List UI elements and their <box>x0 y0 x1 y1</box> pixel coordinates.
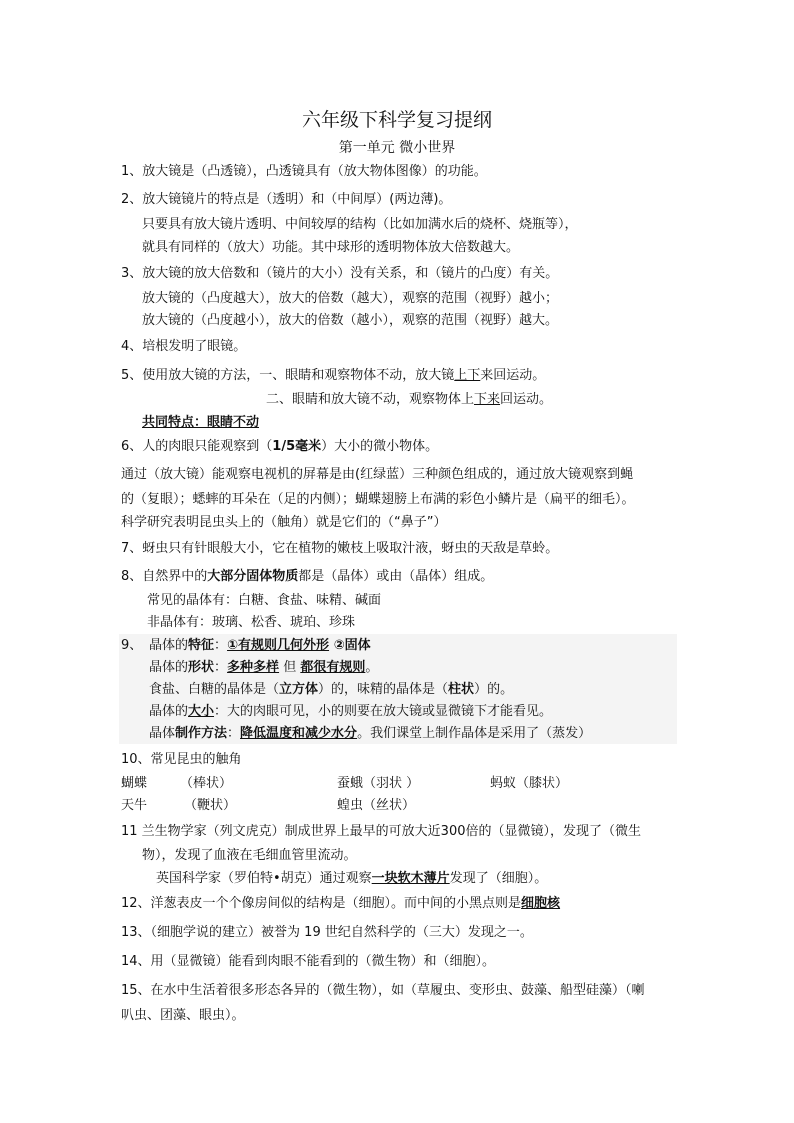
item-7: 7、蚜虫只有针眼般大小，它在植物的嫩枝上吸取汁液，蚜虫的天敌是草蛉。 <box>121 541 559 556</box>
item-9-shape-label: 形状 <box>188 660 215 675</box>
page-title: 六年级下科学复习提纲 <box>301 109 492 131</box>
item-11-l3-a: 英国科学家（罗伯特•胡克）通过观察 <box>156 871 372 886</box>
item-9-number: 9、 <box>121 638 143 653</box>
item-5-text-b: 来回运动。 <box>480 368 546 383</box>
item-9-feature <box>149 637 371 655</box>
item-11-l3-b: 一块软木薄片 <box>371 871 450 886</box>
item-2-detail-b: 就具有同样的（放大）功能。其中球形的透明物体放大倍数越大。 <box>142 240 520 255</box>
item-8-a: 8、自然界中的 <box>121 569 208 584</box>
item-9-shape <box>149 659 378 677</box>
item-5-text-a: 5、使用放大镜的方法，一、眼睛和观察物体不动，放大镜 <box>121 368 455 383</box>
item-8-non-crystals: 非晶体有：玻璃、松香、琥珀、珍珠 <box>147 615 356 630</box>
item-12-b: 细胞核 <box>521 896 561 911</box>
item-6 <box>121 438 438 456</box>
item-5-method-2-underline: 下来 <box>474 392 501 407</box>
item-12-a: 12、洋葱表皮一个个像房间似的结构是（细胞）。而中间的小黑点则是 <box>121 896 522 911</box>
item-8-bold: 大部分固体物质 <box>207 569 299 584</box>
item-9-size-a: 晶体的 <box>149 704 189 719</box>
item-6-bold: 1/5毫米 <box>272 439 322 454</box>
item-11-line-3 <box>156 870 547 888</box>
insect-butterfly-antenna: （棒状） <box>180 776 233 791</box>
item-9-method-b: 降低温度和减少水分 <box>240 726 358 741</box>
item-5 <box>121 367 545 385</box>
item-9-examples <box>149 681 513 699</box>
insect-longhorn: 天牛 <box>121 798 148 813</box>
item-9-shape-c: 但 <box>279 660 301 675</box>
paragraph-line-3: 科学研究表明昆虫头上的（触角）就是它们的（“鼻子”） <box>121 515 447 530</box>
item-9-shape-b: 多种多样 <box>227 660 280 675</box>
item-9-ex-b: 立方体 <box>279 682 319 697</box>
item-15-line-1: 15、在水中生活着很多形态各异的（微生物），如（草履虫、变形虫、鼓藻、船型硅藻）（喇 <box>121 983 645 998</box>
item-8 <box>121 568 493 586</box>
item-4: 4、培根发明了眼镜。 <box>121 339 247 354</box>
item-2-detail-a: 只要具有放大镜片透明、中间较厚的结构（比如加满水后的烧杯、烧瓶等）， <box>142 217 578 232</box>
item-9-feature-2: ②固体 <box>329 638 371 653</box>
item-5-method-2 <box>266 391 552 409</box>
insect-ant: 蚂蚁（膝状） <box>490 776 569 791</box>
item-9-size-label: 大小 <box>188 704 215 719</box>
item-9-shape-colon: ： <box>214 660 228 675</box>
item-9-method <box>149 725 591 743</box>
item-8-c: 都是（晶体）或由（晶体）组成。 <box>298 569 494 584</box>
item-9-shape-e: 。 <box>365 660 379 675</box>
paragraph-line-2: 的（复眼）；蟋蟀的耳朵在（足的内侧）；蝴蝶翅膀上布满的彩色小鳞片是（扁平的细毛）。 <box>121 492 635 507</box>
item-3-detail-b: 放大镜的（凸度越小），放大的倍数（越小），观察的范围（视野）越大。 <box>142 313 559 328</box>
insect-longhorn-antenna: （鞭状） <box>184 798 237 813</box>
item-9-feature-a: 晶体的 <box>149 638 189 653</box>
item-2: 2、放大镜镜片的特点是（透明）和（中间厚）(两边薄)。 <box>121 192 452 207</box>
insect-silkmoth: 蚕蛾（羽状 ） <box>337 776 420 791</box>
unit-heading: 第一单元 微小世界 <box>338 140 456 156</box>
item-8-crystals: 常见的晶体有：白糖、食盐、味精、碱面 <box>147 593 382 608</box>
item-9-feature-1: ①有规则几何外形 <box>227 638 330 653</box>
item-1: 1、放大镜是（凸透镜），凸透镜具有（放大物体图像）的功能。 <box>121 164 487 179</box>
item-13: 13、（细胞学说的建立）被誉为 19 世纪自然科学的（三大）发现之一。 <box>121 925 533 940</box>
item-3: 3、放大镜的放大倍数和（镜片的大小）没有关系，和（镜片的凸度）有关。 <box>121 266 559 281</box>
common-feature: 共同特点：眼睛不动 <box>142 415 260 430</box>
item-11-line-2: 物），发现了血液在毛细血管里流动。 <box>142 848 357 863</box>
item-9-method-a: 晶体 <box>149 726 176 741</box>
item-5-method-2-a: 二、眼睛和放大镜不动，观察物体上 <box>266 392 475 407</box>
item-9-feature-colon: ： <box>214 638 228 653</box>
item-5-underline: 上下 <box>454 368 481 383</box>
item-9-ex-a: 食盐、白糖的晶体是（ <box>149 682 280 697</box>
paragraph-line-1: 通过（放大镜）能观察电视机的屏幕是由(红绿蓝）三种颜色组成的，通过放大镜观察到蝇 <box>121 467 634 482</box>
item-5-method-2-b: 回运动。 <box>500 392 553 407</box>
item-9-size <box>149 703 552 721</box>
item-9-method-colon: ： <box>227 726 241 741</box>
item-9-shape-d: 都很有规则 <box>300 660 366 675</box>
item-9-method-label: 制作方法 <box>175 726 228 741</box>
item-9-method-c: 。我们课堂上制作晶体是采用了（蒸发） <box>357 726 592 741</box>
item-6-a: 6、人的肉眼只能观察到（ <box>121 439 273 454</box>
item-9-feature-label: 特征 <box>188 638 215 653</box>
item-14: 14、用（显微镜）能看到肉眼不能看到的（微生物）和（细胞）。 <box>121 954 496 969</box>
item-9-ex-e: ）的。 <box>474 682 514 697</box>
item-15-line-2: 叭虫、团藻、眼虫）。 <box>121 1008 245 1023</box>
insect-locust: 蝗虫（丝状） <box>337 798 416 813</box>
insect-butterfly: 蝴蝶 <box>121 776 148 791</box>
item-11-line-1: 11 兰生物学家（列文虎克）制成世界上最早的可放大近300倍的（显微镜），发现了（微生 <box>121 824 641 839</box>
item-6-c: ）大小的微小物体。 <box>321 439 439 454</box>
item-9-shape-a: 晶体的 <box>149 660 189 675</box>
item-11-l3-c: 发现了（细胞）。 <box>449 871 548 886</box>
item-9-ex-c: ）的，味精的晶体是（ <box>318 682 449 697</box>
item-9-size-b: ：大的肉眼可见，小的则要在放大镜或显微镜下才能看见。 <box>214 704 553 719</box>
item-12 <box>121 895 560 913</box>
item-10: 10、常见昆虫的触角 <box>121 752 242 767</box>
item-3-detail-a: 放大镜的（凸度越大），放大的倍数（越大），观察的范围（视野）越小； <box>142 291 559 306</box>
item-9-ex-d: 柱状 <box>448 682 475 697</box>
